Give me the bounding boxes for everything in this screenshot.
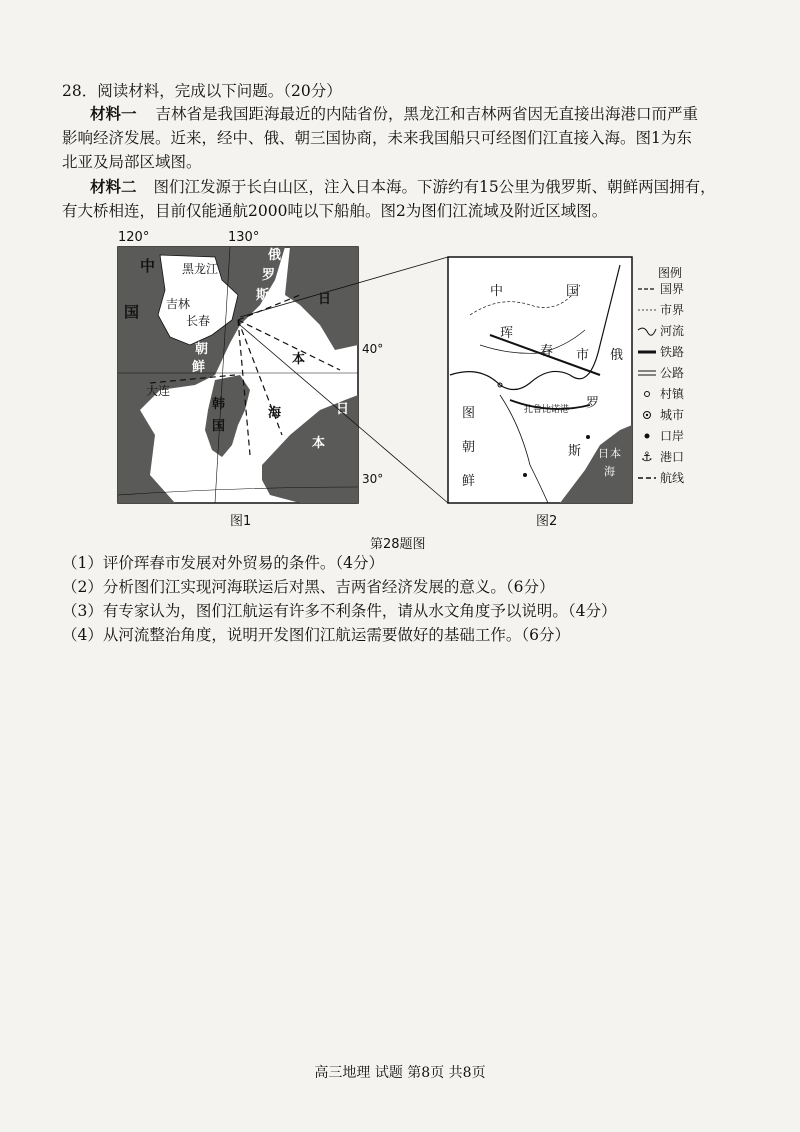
page-footer: 高三地理 试题 第8页 共8页 — [314, 1065, 486, 1081]
figure-caption: 第28题图 — [370, 537, 426, 552]
material1-label: 材料一 — [90, 105, 137, 123]
map2-nk-2: 鲜 — [462, 474, 476, 489]
material1-line1 — [90, 103, 698, 125]
legend-item-railway: 铁路 — [660, 345, 685, 359]
map2-russia-1: 俄 — [610, 348, 624, 363]
material1-line3: 北亚及局部区域图。 — [62, 153, 202, 171]
map2-sea-1: 日 — [598, 447, 609, 460]
map2-nk-1: 朝 — [462, 440, 476, 455]
legend-title: 图例 — [658, 266, 683, 280]
map2-caption: 图2 — [536, 514, 558, 529]
map2-china-1: 中 — [490, 284, 504, 299]
legend-item-river: 河流 — [660, 324, 685, 338]
map1-changchun: 长春 — [186, 314, 211, 328]
map1-japan-1: 日 — [336, 402, 350, 417]
map1-jilin: 吉林 — [166, 297, 191, 311]
subquestion-2: （2）分析图们江实现河海联运后对黑、吉两省经济发展的意义。（6分） — [62, 578, 555, 596]
map2 — [448, 257, 632, 503]
map2-russia-2: 罗 — [586, 396, 600, 411]
subquestion-4: （4）从河流整治角度，说明开发图们江航运需要做好的基础工作。（6分） — [62, 626, 570, 644]
lon-130-label: 130° — [228, 230, 260, 245]
question-header: 28．阅读材料，完成以下问题。（20分） — [62, 82, 342, 100]
map2-russia-3: 斯 — [568, 444, 582, 459]
map1-russia-2: 罗 — [262, 268, 276, 283]
map1-russia-1: 俄 — [268, 248, 282, 263]
map1-yellow-1: 黄 — [168, 419, 182, 434]
subquestion-1: （1）评价珲春市发展对外贸易的条件。（4分） — [62, 554, 384, 572]
map1-sea-3: 海 — [268, 406, 282, 421]
material1-line2: 影响经济发展。近来，经中、俄、朝三国协商，未来我国船只可经图们江直接入海。图1为东 — [62, 129, 692, 147]
map2-hunchun-3: 市 — [576, 348, 590, 363]
map1-sea-2: 本 — [292, 352, 306, 367]
legend — [638, 265, 685, 485]
map1-caption: 图1 — [230, 514, 252, 529]
map1-russia-3: 斯 — [256, 288, 270, 303]
map2-sea-3: 海 — [604, 465, 615, 478]
map2-tumen-1: 图 — [462, 406, 476, 421]
legend-item-village: 村镇 — [660, 387, 685, 401]
subquestion-3: （3）有专家认为，图们江航运有许多不利条件，请从水文角度予以说明。（4分） — [62, 602, 617, 620]
map2-hunchun-1: 珲 — [500, 326, 514, 341]
map2-hunchun-2: 春 — [540, 344, 554, 359]
map2-china-2: 国 — [566, 284, 580, 299]
anchor-icon: ⚓ — [641, 450, 653, 465]
map1-nk-2: 鲜 — [192, 360, 206, 375]
map1-sea-1: 日 — [318, 292, 332, 307]
legend-item-city: 城市 — [660, 408, 685, 422]
map1-sk-1: 韩 — [212, 397, 226, 412]
map1-sk-2: 国 — [212, 419, 226, 434]
map2-sea-2: 本 — [610, 447, 621, 460]
legend-item-harbor: 港口 — [660, 450, 685, 464]
material2-line1 — [90, 176, 716, 198]
lat-40-label: 40° — [362, 342, 384, 356]
map1 — [118, 230, 383, 503]
material1-text-1: 吉林省是我国距海最近的内陆省份，黑龙江和吉林两省因无直接出海港口而严重 — [155, 105, 698, 123]
legend-item-route: 航线 — [660, 471, 685, 485]
material2-label: 材料二 — [90, 178, 137, 196]
map1-heilongjiang: 黑龙江 — [182, 262, 219, 276]
material2-text-1: 图们江发源于长白山区，注入日本海。下游约有15公里为俄罗斯、朝鲜两国拥有， — [153, 178, 716, 196]
lon-120-label: 120° — [118, 230, 150, 245]
figure-area — [0, 225, 800, 545]
map1-china-2: 国 — [124, 303, 140, 321]
map1-japan-2: 本 — [312, 436, 326, 451]
legend-item-road: 公路 — [660, 366, 685, 380]
map2-zarubino: 扎鲁比诺港 — [524, 405, 570, 415]
legend-item-port-of-entry: 口岸 — [660, 429, 685, 443]
map1-nk-1: 朝 — [195, 342, 209, 357]
map1-yellow-2: 海 — [168, 459, 182, 474]
material2-line2: 有大桥相连，目前仅能通航2000吨以下船舶。图2为图们江流域及附近区域图。 — [62, 202, 608, 220]
legend-item-city-border: 市界 — [660, 303, 685, 317]
map1-dalian: 大连 — [146, 384, 171, 398]
legend-item-border: 国界 — [660, 282, 685, 296]
lat-30-label: 30° — [362, 472, 384, 486]
map1-china-1: 中 — [140, 257, 156, 275]
